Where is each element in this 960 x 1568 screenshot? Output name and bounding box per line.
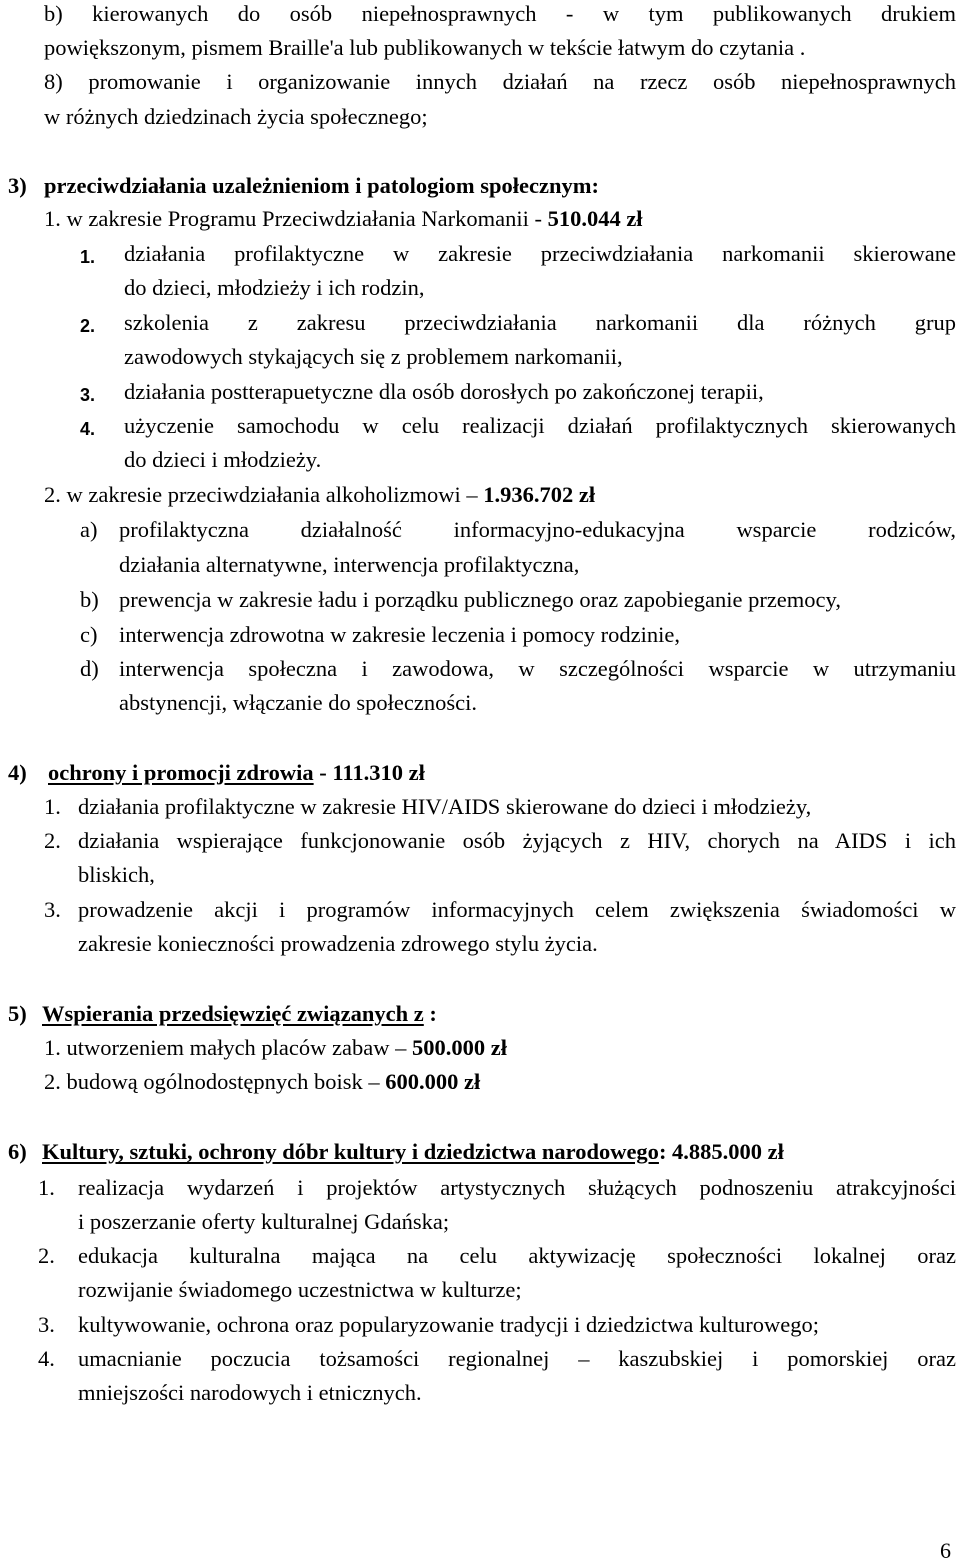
list-number: 3. [80, 385, 96, 405]
item-amount: 600.000 zł [385, 1069, 481, 1094]
section-4-number: 4) [8, 760, 27, 785]
section-4-title: ochrony i promocji zdrowia [48, 760, 314, 785]
section-5-heading [42, 997, 437, 1031]
list-item-continuation: abstynencji, włączanie do społeczności. [119, 690, 477, 715]
list-letter: d) [80, 656, 99, 681]
list-item-continuation: do dzieci, młodzieży i ich rodzin, [124, 275, 425, 300]
list-letter: c) [80, 622, 98, 647]
item-label: 2. budową ogólnodostępnych boisk – [44, 1069, 380, 1094]
list-item: prowadzenie akcji i programów informacyjnych celem zwiększenia świadomości w [78, 897, 956, 922]
list-item-continuation: i poszerzanie oferty kulturalnej Gdańska; [78, 1209, 450, 1234]
sub2-label: 2. w zakresie przeciwdziałania alkoholizmowi – [44, 482, 478, 507]
list-item [44, 1065, 480, 1099]
list-item: prewencja w zakresie ładu i porządku publicznego oraz zapobieganie przemocy, [119, 587, 841, 612]
list-number: 1. [38, 1175, 55, 1200]
list-item: interwencja społeczna i zawodowa, w szczególności wsparcie w utrzymaniu [119, 656, 956, 681]
list-item-continuation: rozwijanie świadomego uczestnictwa w kulturze; [78, 1277, 522, 1302]
list-item: działania wspierające funkcjonowanie osób żyjących z HIV, chorych na AIDS i ich [78, 828, 956, 853]
item-label: 1. utworzeniem małych placów zabaw – [44, 1035, 407, 1060]
section-6-amount: : 4.885.000 zł [658, 1139, 784, 1164]
list-item-continuation: zawodowych stykających się z problemem narkomanii, [124, 344, 623, 369]
page-number: 6 [940, 1538, 951, 1563]
list-item: edukacja kulturalna mająca na celu aktywizację społeczności lokalnej oraz [78, 1243, 956, 1268]
list-item-b-line2: powiększonym, pismem Braille'a lub publikowanych w tekście łatwym do czytania . [44, 35, 806, 60]
section-3-number: 3) [8, 173, 27, 198]
sub1-label: 1. w zakresie Programu Przeciwdziałania Narkomanii - [44, 206, 542, 231]
list-number: 2. [38, 1243, 55, 1268]
list-item-continuation: do dzieci i młodzieży. [124, 447, 322, 472]
list-item [44, 1031, 507, 1065]
list-item-continuation: zakresie konieczności prowadzenia zdrowego stylu życia. [78, 931, 598, 956]
list-item: realizacja wydarzeń i projektów artystycznych służących podnoszeniu atrakcyjności [78, 1175, 956, 1200]
section-4-amount: - 111.310 zł [319, 760, 425, 785]
section-5-title: Wspierania przedsięwzięć związanych z [42, 1001, 424, 1026]
section-6-heading [42, 1135, 784, 1169]
list-item-8-line2: w różnych dziedzinach życia społecznego; [44, 104, 428, 129]
section-6-title: Kultury, sztuki, ochrony dóbr kultury i dziedzictwa narodowego [42, 1139, 659, 1164]
section-3-sub1-heading [44, 202, 643, 236]
list-letter: a) [80, 517, 98, 542]
list-number: 2. [44, 828, 61, 853]
section-5-number: 5) [8, 1001, 27, 1026]
sub2-amount: 1.936.702 zł [483, 482, 596, 507]
list-letter: b) [80, 587, 99, 612]
list-item: działania profilaktyczne w zakresie przeciwdziałania narkomanii skierowane [124, 241, 956, 266]
list-item-b-line1: b) kierowanych do osób niepełnosprawnych - w tym publikowanych drukiem [44, 1, 956, 26]
list-item: kultywowanie, ochrona oraz popularyzowanie tradycji i dziedzictwa kulturowego; [78, 1312, 819, 1337]
list-item-continuation: mniejszości narodowych i etnicznych. [78, 1380, 422, 1405]
list-item: szkolenia z zakresu przeciwdziałania narkomanii dla różnych grup [124, 310, 956, 335]
list-number: 1. [44, 794, 61, 819]
list-item-continuation: działania alternatywne, interwencja profilaktyczna, [119, 552, 580, 577]
list-number: 4. [38, 1346, 55, 1371]
item-amount: 500.000 zł [412, 1035, 507, 1060]
list-item: działania profilaktyczne w zakresie HIV/AIDS skierowane do dzieci i młodzieży, [78, 794, 812, 819]
list-item: profilaktyczna działalność informacyjno-edukacyjna wsparcie rodziców, [119, 517, 956, 542]
sub1-amount: 510.044 zł [547, 206, 643, 231]
section-6-number: 6) [8, 1139, 27, 1164]
list-item: interwencja zdrowotna w zakresie leczenia i pomocy rodzinie, [119, 622, 680, 647]
list-number: 4. [80, 419, 96, 439]
section-3-sub2-heading [44, 478, 595, 512]
section-4-heading [48, 756, 425, 790]
section-5-colon: : [429, 1001, 437, 1026]
list-item-continuation: bliskich, [78, 862, 155, 887]
list-item: działania postterapuetyczne dla osób dorosłych po zakończonej terapii, [124, 379, 764, 404]
list-number: 3. [44, 897, 61, 922]
list-item-8-line1: 8) promowanie i organizowanie innych działań na rzecz osób niepełnosprawnych [44, 69, 956, 94]
section-3-title: przeciwdziałania uzależnieniom i patologiom społecznym: [44, 173, 599, 198]
list-item: użyczenie samochodu w celu realizacji działań profilaktycznych skierowanych [124, 413, 956, 438]
list-number: 3. [38, 1312, 55, 1337]
list-number: 2. [80, 316, 96, 336]
list-item: umacnianie poczucia tożsamości regionalnej – kaszubskiej i pomorskiej oraz [78, 1346, 956, 1371]
list-number: 1. [80, 247, 96, 267]
